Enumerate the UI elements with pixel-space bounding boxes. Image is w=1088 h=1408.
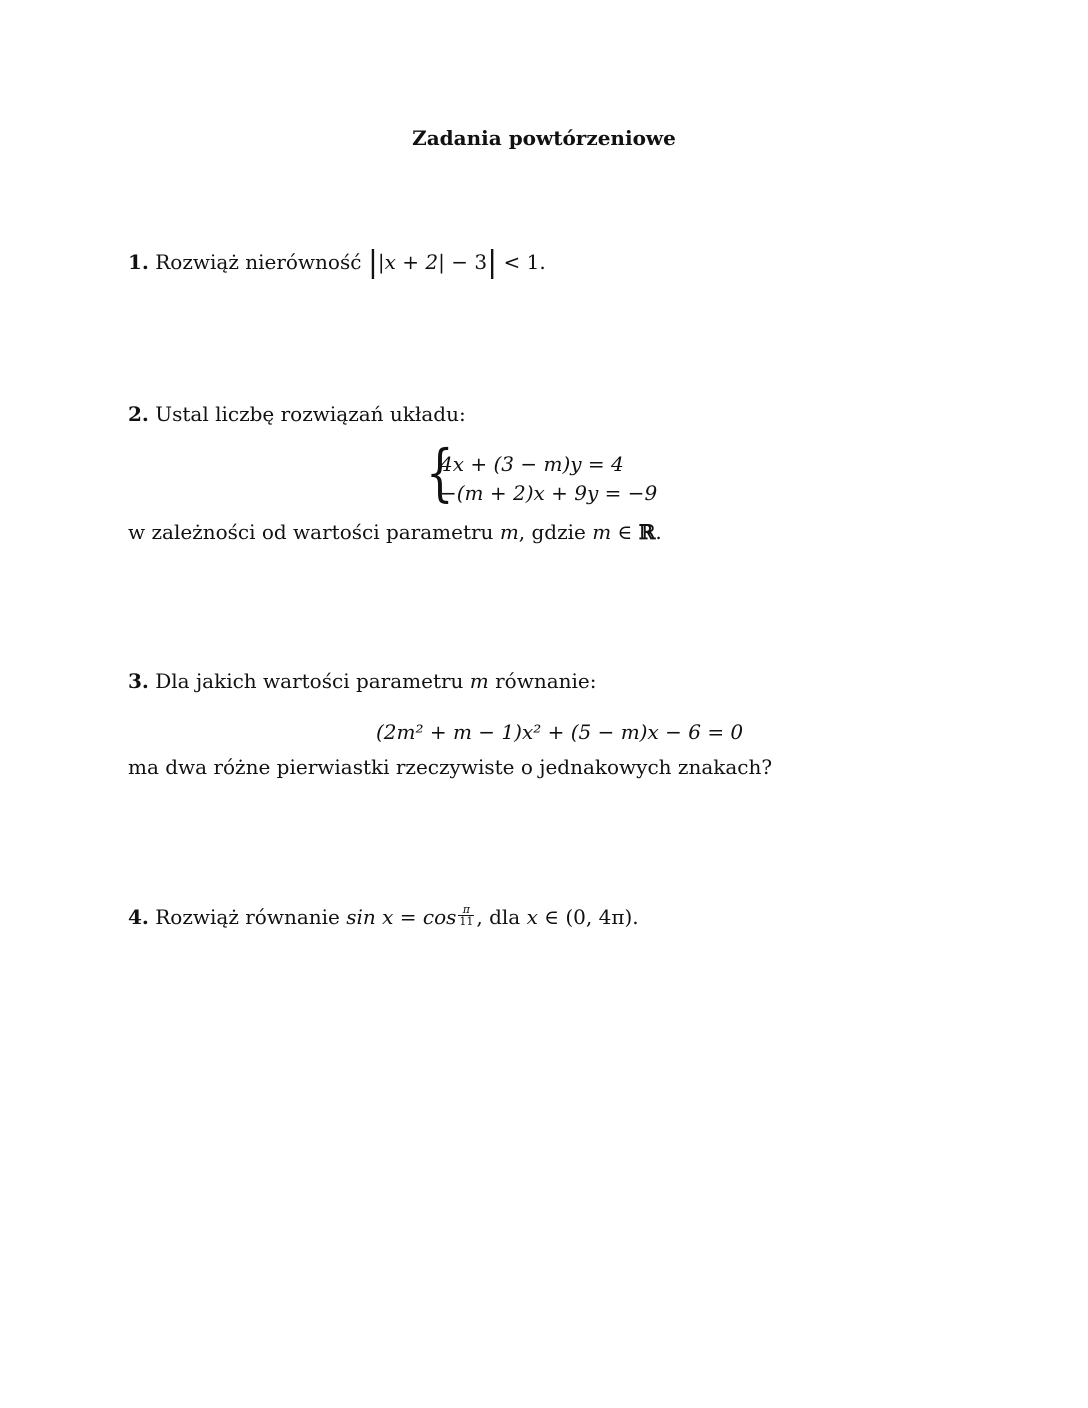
fraction-denominator: 11 — [459, 915, 474, 928]
fraction-pi-over-11 — [458, 904, 474, 927]
problem-text: Rozwiąż nierówność — [155, 250, 362, 274]
problem-number: 2. — [128, 402, 149, 426]
trig-equation: sin x = cos — [346, 905, 457, 929]
inequality-relation: < 1. — [497, 250, 546, 274]
problem-3-tail: ma dwa różne pierwiastki rzeczywiste o jednakowych znakach? — [128, 755, 773, 779]
problem-number: 4. — [128, 905, 149, 929]
domain-interval: ∈ (0, 4π). — [537, 905, 639, 929]
fraction-numerator: π — [462, 903, 470, 916]
quadratic-equation: (2m² + m − 1)x² + (5 − m)x − 6 = 0 — [376, 720, 744, 744]
problem-number: 3. — [128, 669, 149, 693]
var-x: x — [526, 905, 538, 929]
problem-4 — [128, 903, 639, 930]
tail-mid: , gdzie — [518, 520, 586, 544]
tail-end: . — [655, 520, 662, 544]
system-equation-1: 4x + (3 − m)y = 4 — [440, 452, 624, 476]
problem-2 — [128, 404, 466, 424]
set-relation: ∈ — [611, 520, 639, 544]
outer-abs-bar-left: | — [367, 245, 378, 280]
inner-tail: − 3 — [444, 250, 488, 274]
inner-abs: |x + 2| — [377, 250, 445, 274]
param-m: m — [499, 520, 519, 544]
inequality — [367, 245, 546, 280]
param-m-2: m — [592, 520, 612, 544]
system-equation-2: −(m + 2)x + 9y = −9 — [440, 481, 658, 505]
problem-text: Dla jakich wartości parametru — [155, 669, 464, 693]
problem-1 — [128, 245, 546, 280]
real-numbers-symbol: ℝ — [638, 520, 656, 544]
left-brace: { — [426, 436, 454, 509]
param-m: m — [469, 669, 489, 693]
problem-text: Rozwiąż równanie — [155, 905, 340, 929]
problem-text-end: równanie: — [495, 669, 597, 693]
problem-3 — [128, 671, 597, 691]
problem-number: 1. — [128, 250, 149, 274]
domain-text: , dla — [476, 905, 521, 929]
problem-text: Ustal liczbę rozwiązań układu: — [155, 402, 466, 426]
tail-text: w zależności od wartości parametru — [128, 520, 494, 544]
outer-abs-bar-right: | — [487, 245, 498, 280]
problem-2-tail — [128, 522, 662, 542]
page-title: Zadania powtórzeniowe — [412, 126, 676, 150]
